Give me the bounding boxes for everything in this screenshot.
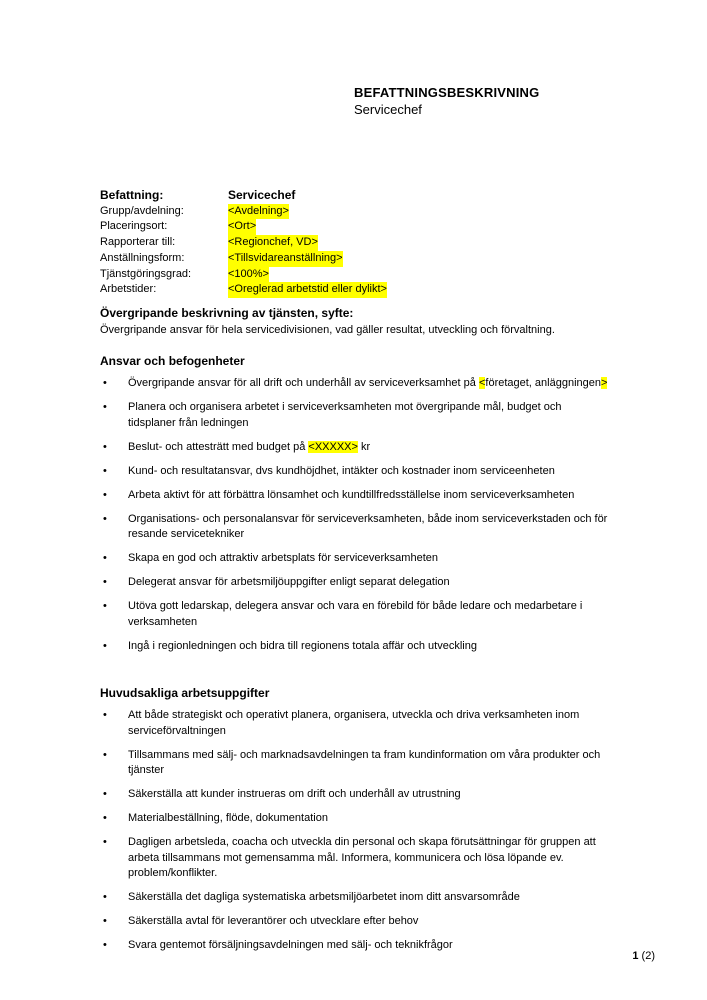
list-item: [100, 488, 610, 504]
bullet-text-segment: Skapa en god och attraktiv arbetsplats för serviceverksamheten: [128, 552, 438, 565]
bullet-text-segment: Organisations- och personalansvar för serviceverksamheten, både inom serviceverkstaden och för resande servicetekniker: [128, 512, 608, 541]
bullet-marker-icon: •: [103, 401, 107, 414]
list-item: [100, 835, 610, 882]
section: [100, 685, 610, 954]
field-value: <Regionchef, VD>: [228, 235, 318, 251]
field-row: [100, 219, 610, 235]
bullet-marker-icon: •: [103, 748, 107, 761]
bullet-text-segment: Arbeta aktivt för att förbättra lönsamhet och kundtillfredsställelse inom serviceverksamheten: [128, 488, 575, 501]
field-value: <Ort>: [228, 219, 256, 235]
section-body-text: Övergripande ansvar för hela servicedivisionen, vad gäller resultat, utveckling och förvaltning.: [100, 323, 555, 336]
field-label: Grupp/avdelning:: [100, 204, 184, 217]
bullet-text-segment: Kund- och resultatansvar, dvs kundhöjdhet, intäkter och kostnader inom serviceenheten: [128, 464, 555, 477]
bullet-marker-icon: •: [103, 639, 107, 652]
field-value: <Tillsvidareanställning>: [228, 251, 343, 267]
bullet-text-segment: företaget, anläggningen: [485, 377, 601, 390]
bullet-text: [128, 938, 610, 954]
list-item: [100, 914, 610, 930]
list-item: [100, 400, 610, 431]
list-item: [100, 811, 610, 827]
list-item: [100, 708, 610, 739]
bullet-text: [128, 440, 610, 456]
field-row: [100, 251, 610, 267]
bullet-text-segment: Materialbeställning, flöde, dokumentation: [128, 812, 328, 825]
list-item: [100, 440, 610, 456]
list-item: [100, 599, 610, 630]
list-item: [100, 575, 610, 591]
bullet-text: [128, 835, 610, 882]
bullet-text: [128, 890, 610, 906]
bullet-text-segment: Att både strategiskt och operativt planera, organisera, utveckla och driva verksamheten inom serviceförvaltningen: [128, 709, 580, 737]
position-fields-table: [100, 188, 610, 298]
section: [100, 305, 610, 339]
section-heading: Övergripande beskrivning av tjänsten, syfte:: [100, 305, 354, 320]
bullet-marker-icon: •: [103, 600, 107, 613]
bullet-text: [128, 708, 610, 739]
field-row: [100, 282, 610, 298]
bullet-text: [128, 488, 610, 504]
page-number: [632, 949, 655, 963]
field-label: Anställningsform:: [100, 251, 185, 264]
field-label: Rapporterar till:: [100, 236, 176, 249]
bullet-text: [128, 787, 610, 803]
field-value: <Oreglerad arbetstid eller dylikt>: [228, 282, 387, 298]
bullet-marker-icon: •: [103, 891, 107, 904]
bullet-text-segment: Planera och organisera arbetet i serviceverksamheten mot övergripande mål, budget och tidsplaner från ledningen: [128, 401, 562, 429]
bullet-text-segment: Delegerat ansvar för arbetsmiljöuppgifter enligt separat delegation: [128, 576, 450, 589]
field-row: [100, 267, 610, 283]
bullet-text: [128, 748, 610, 779]
list-item: [100, 464, 610, 480]
bullet-marker-icon: •: [103, 512, 107, 525]
list-item: [100, 639, 610, 655]
list-item: [100, 938, 610, 954]
document-title: BEFATTNINGSBESKRIVNING: [354, 85, 540, 100]
list-item: [100, 890, 610, 906]
bullet-text-segment: Tillsammans med sälj- och marknadsavdelningen ta fram kundinformation om våra produkter och tjänster: [128, 748, 601, 777]
document-header: [354, 85, 610, 118]
section-heading: Huvudsakliga arbetsuppgifter: [100, 686, 270, 701]
bullet-text-segment: Säkerställa det dagliga systematiska arbetsmiljöarbetet inom ditt ansvarsområde: [128, 891, 520, 904]
bullet-marker-icon: •: [103, 812, 107, 825]
bullet-marker-icon: •: [103, 576, 107, 589]
bullet-text-segment: Ingå i regionledningen och bidra till regionens totala affär och utveckling: [128, 639, 477, 652]
bullet-text: [128, 599, 610, 630]
bullet-text-segment: Utöva gott ledarskap, delegera ansvar och vara en förebild för både ledare och medarbetare i verksamheten: [128, 600, 583, 628]
bullet-marker-icon: •: [103, 788, 107, 801]
bullet-text-segment: Dagligen arbetsleda, coacha och utveckla din personal och skapa förutsättningar för gruppen att arbeta tillsammans mot gemensamma mål. Informera, kommunicera och lösa löpande ev. problem/konflikter.: [128, 836, 596, 880]
list-item: [100, 748, 610, 779]
page-number-current: 1: [632, 950, 639, 962]
bullet-text-segment: Säkerställa avtal för leverantörer och utvecklare efter behov: [128, 915, 419, 928]
list-item: [100, 512, 610, 543]
field-value: <Avdelning>: [228, 204, 289, 220]
bullet-text: [128, 464, 610, 480]
bullet-marker-icon: •: [103, 552, 107, 565]
list-item: [100, 376, 610, 392]
list-item: [100, 551, 610, 567]
field-label: Tjänstgöringsgrad:: [100, 267, 192, 280]
bullet-list: [100, 708, 610, 954]
bullet-text: [128, 551, 610, 567]
document-subtitle: Servicechef: [354, 102, 422, 117]
bullet-text-segment: Övergripande ansvar för all drift och underhåll av serviceverksamhet på: [128, 377, 479, 390]
bullet-text: [128, 400, 610, 431]
bullet-text: [128, 376, 610, 392]
bullet-text-segment: Svara gentemot försäljningsavdelningen med sälj- och teknikfrågor: [128, 939, 453, 952]
field-label: Placeringsort:: [100, 220, 168, 233]
bullet-text: [128, 512, 610, 543]
bullet-text: [128, 639, 610, 655]
bullet-text-segment: Beslut- och attesträtt med budget på: [128, 440, 309, 453]
bullet-text: [128, 811, 610, 827]
bullet-text-segment: <XXXXX>: [308, 440, 358, 453]
bullet-text-segment: <: [478, 377, 486, 390]
bullet-text-segment: >: [601, 377, 608, 390]
bullet-marker-icon: •: [103, 709, 107, 722]
field-row: [100, 204, 610, 220]
bullet-marker-icon: •: [103, 377, 107, 390]
field-value: Servicechef: [228, 188, 296, 202]
field-value: <100%>: [228, 267, 269, 283]
field-label: Befattning:: [100, 188, 164, 202]
bullet-marker-icon: •: [103, 440, 107, 453]
bullet-text-segment: kr: [357, 440, 371, 453]
field-label: Arbetstider:: [100, 283, 157, 296]
bullet-marker-icon: •: [103, 464, 107, 477]
page-number-total: (2): [641, 950, 655, 962]
bullet-marker-icon: •: [103, 939, 107, 952]
list-item: [100, 787, 610, 803]
bullet-text-segment: Säkerställa att kunder instrueras om drift och underhåll av utrustning: [128, 788, 461, 801]
bullet-marker-icon: •: [103, 915, 107, 928]
bullet-marker-icon: •: [103, 836, 107, 849]
section: [100, 353, 610, 654]
field-row: [100, 235, 610, 251]
sections-container: [100, 305, 610, 954]
field-row: [100, 188, 610, 204]
bullet-list: [100, 376, 610, 654]
bullet-text: [128, 914, 610, 930]
section-heading: Ansvar och befogenheter: [100, 354, 245, 369]
bullet-text: [128, 575, 610, 591]
bullet-marker-icon: •: [103, 488, 107, 501]
